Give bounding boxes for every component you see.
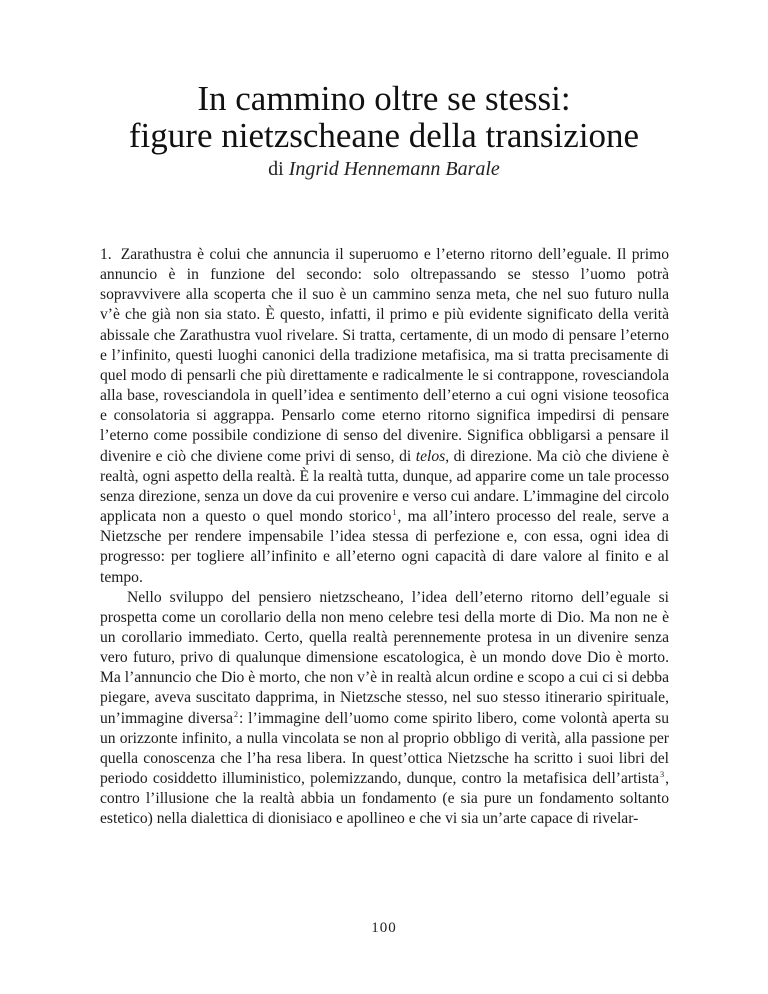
article-body — [100, 245, 669, 830]
paragraph-1-text-c: , ma all’intero processo del reale, serve a Nietzsche per rendere impensabile l’idea stessa di perfezione e, con essa, ogni idea di progresso: per togliere all’infinito e all’eterno ogni capacità di dare valore al finito e al tempo. — [100, 508, 669, 586]
title-line-1: In cammino oltre se stessi: — [197, 79, 571, 118]
paragraph-1 — [100, 245, 669, 588]
footnote-marker-1: 1 — [392, 508, 397, 518]
footnote-marker-3: 3 — [660, 770, 665, 780]
author-name: Ingrid Hennemann Barale — [288, 158, 500, 180]
byline-prefix: di — [268, 158, 284, 180]
page-number: 100 — [371, 920, 397, 936]
paragraph-2 — [100, 588, 669, 830]
paragraph-1-text-b: , di direzione. Ma ciò che diviene è realtà, ogni aspetto della realtà. È la realtà tutta, dunque, ad apparire come un tale processo senza direzione, senza un dove da cui provenire e verso cui andare. L’immagine del circolo applicata non a questo o quel mondo storico — [100, 447, 669, 526]
paragraph-2-text-a: Nello sviluppo del pensiero nietzscheano, l’idea dell’eterno ritorno dell’eguale si prospetta come un corollario della non meno celebre tesi della morte di Dio. Ma non ne è un corollario immediato. Certo, quella realtà perennemente protesa in un divenire senza vero futuro, privo di qualunque dimensione escatologica, è un mondo dove Dio è morto. Ma l’annuncio che Dio è morto, che non v’è in realtà alcun ordine e scopo a cui ci si debba piegare, aveva suscitato dapprima, in Nietzsche stesso, nel suo stesso itinerario spirituale, un’immagine diversa — [100, 588, 669, 727]
italic-term: telos — [415, 447, 446, 465]
article-title — [0, 80, 768, 154]
byline — [0, 158, 768, 181]
title-line-2: figure nietzscheane della transizione — [128, 116, 640, 155]
paragraph-1-text-a: Zarathustra è colui che annuncia il superuomo e l’eterno ritorno dell’eguale. Il primo annuncio è in funzione del secondo: solo oltrepassando se stesso l’uomo potrà sopravvivere alla scoperta che il suo è un cammino senza meta, che nel suo futuro nulla v’è che già non sia stato. È questo, infatti, il primo e più evidente significato della verità abissale che Zarathustra vuol rivelare. Si tratta, certamente, di un modo di pensare l’eterno e l’infinito, questi luoghi canonici della tradizione metafisica, ma si tratta precisamente di quel modo di pensarli che più direttamente e radicalmente le si contrappone, rovesciandola alla base, rovesciandola in quell’idea e sentimento dell’eterno a cui ogni visione teosofica e consolatoria si aggrappa. Pensarlo come eterno ritorno significa impedirsi di pensare l’eterno come possibile condizione di senso del divenire. Significa obbligarsi a pensare il divenire e ciò che diviene come privi di senso, di — [100, 246, 669, 465]
paragraph-2-text-b: : l’immagine dell’uomo come spirito libero, come volontà aperta su un orizzonte infinito, a nulla vincolata se non al proprio obbligo di verità, alla passione per quella conoscenza che l’ha resa libera. In quest’ottica Nietzsche ha scritto i suoi libri del periodo cosiddetto illuministico, polemizzando, dunque, contro la metafisica dell’artista — [100, 709, 669, 788]
footnote-marker-2: 2 — [234, 709, 238, 719]
section-number: 1. — [100, 246, 112, 263]
paragraph-2-text-c: , contro l’illusione che la realtà abbia un fondamento (e sia pure un fondamento soltanto estetico) nella dialettica di dionisiaco e apollineo e che vi sia un’arte capace di rivelar- — [100, 770, 669, 828]
